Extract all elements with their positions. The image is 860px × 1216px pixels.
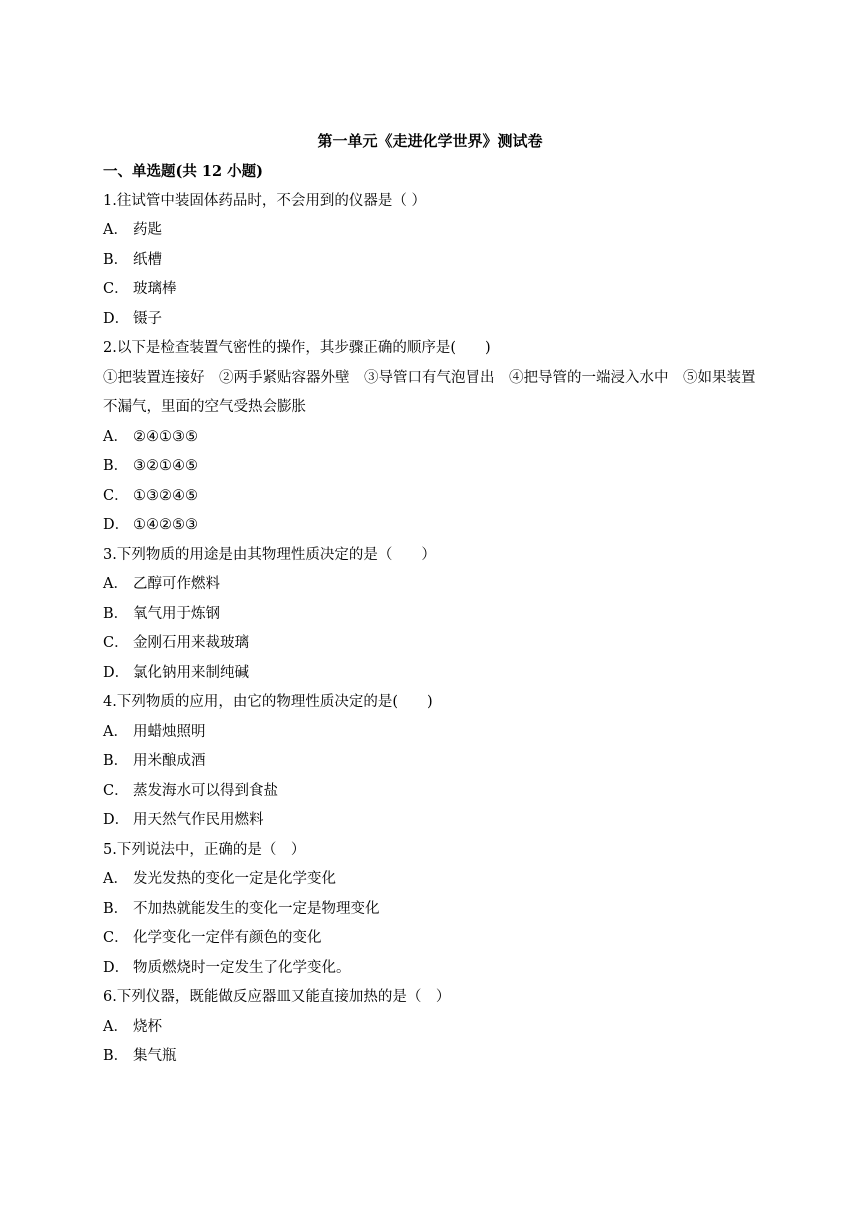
document-title: 第一单元《走进化学世界》测试卷	[317, 132, 543, 150]
option: A． 乙醇可作燃料	[103, 576, 220, 592]
option: D． 用天然气作民用燃料	[103, 812, 264, 828]
option: A． ②④①③⑤	[103, 428, 198, 445]
option: B． 不加热就能发生的变化一定是物理变化	[103, 900, 380, 917]
option: B． 集气瓶	[103, 1048, 177, 1064]
option: B． 氧气用于炼钢	[103, 605, 220, 622]
question-list	[103, 157, 763, 1072]
question-stem: 3.下列物质的用途是由其物理性质决定的是（ ）	[103, 546, 436, 563]
option: D． ①④②⑤③	[103, 517, 198, 533]
option: C． 金刚石用来裁玻璃	[103, 635, 249, 651]
option: D． 物质燃烧时一定发生了化学变化。	[103, 959, 351, 976]
option: C． 玻璃棒	[103, 281, 177, 297]
option: D． 氯化钠用来制纯碱	[103, 664, 249, 681]
option: A． 药匙	[103, 222, 162, 238]
question-stem: 4.下列物质的应用，由它的物理性质决定的是( )	[103, 694, 433, 710]
question-stem: 2.以下是检查装置气密性的操作，其步骤正确的顺序是( )	[103, 340, 491, 356]
question-steps: ①把装置连接好 ②两手紧贴容器外壁 ③导管口有气泡冒出 ④把导管的一端浸入水中 ⑤如果装置不漏气，里面的空气受热会膨胀	[103, 369, 756, 415]
option: B． 纸槽	[103, 251, 162, 268]
option: C． ①③②④⑤	[103, 487, 198, 504]
option: C． 蒸发海水可以得到食盐	[103, 782, 278, 799]
option: D． 镊子	[103, 310, 162, 327]
option: C． 化学变化一定伴有颜色的变化	[103, 930, 322, 946]
option: A． 用蜡烛照明	[103, 723, 206, 740]
option: B． 用米酿成酒	[103, 753, 206, 769]
option: A． 发光发热的变化一定是化学变化	[103, 871, 336, 887]
question-stem: 1.往试管中装固体药品时，不会用到的仪器是（ ）	[103, 192, 426, 209]
option: A． 烧杯	[103, 1018, 162, 1035]
question-stem: 6.下列仪器，既能做反应器皿又能直接加热的是（ ）	[103, 989, 451, 1005]
question-stem: 5.下列说法中，正确的是（ ）	[103, 841, 306, 858]
section-heading: 一、单选题(共 12 小题)	[103, 163, 263, 180]
option: B． ③②①④⑤	[103, 458, 198, 474]
